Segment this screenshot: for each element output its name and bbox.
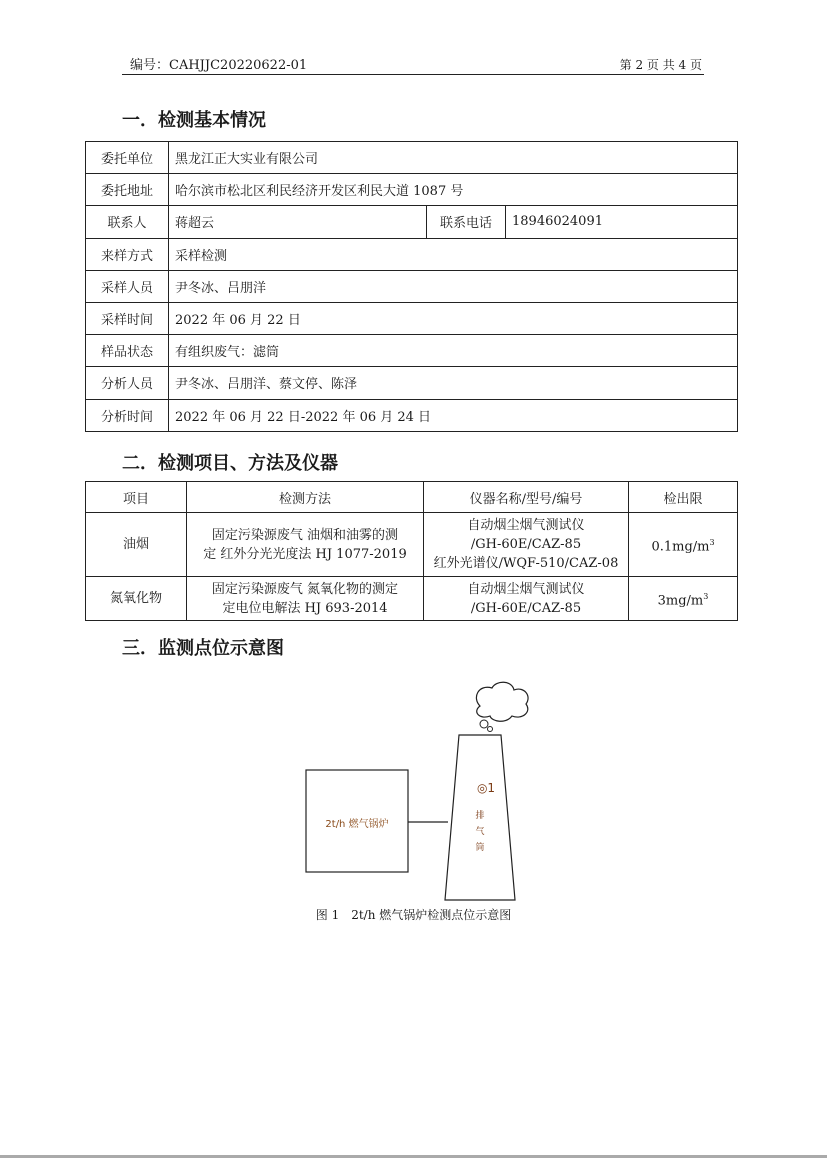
address-value: 哈尔滨市松北区利民经济开发区利民大道 1087 号	[169, 174, 738, 206]
methods-table	[85, 481, 738, 621]
page-bottom-edge	[0, 1155, 827, 1158]
figure-caption: 图 1 2t/h 燃气锅炉检测点位示意图	[315, 908, 512, 922]
analysts-label: 分析人员	[86, 367, 169, 399]
smoke-puff-icon	[480, 720, 488, 728]
section-title-basic-info: 一．检测基本情况	[122, 110, 266, 131]
page-header	[122, 50, 704, 75]
table-row	[86, 513, 738, 577]
address-label: 委托地址	[86, 174, 169, 206]
samplers-value: 尹冬冰、吕朋洋	[169, 270, 738, 302]
method-line: 定电位电解法 HJ 693-2014	[222, 600, 388, 616]
client-label: 委托单位	[86, 142, 169, 174]
table-row	[86, 302, 738, 334]
analysis-time-value: 2022 年 06 月 22 日-2022 年 06 月 24 日	[169, 399, 738, 431]
instrument-cell	[424, 513, 629, 577]
phone-label: 联系电话	[427, 206, 506, 238]
contact-label: 联系人	[86, 206, 169, 238]
method-line: 固定污染源废气 氮氧化物的测定	[211, 581, 399, 597]
monitoring-point-diagram	[300, 678, 530, 903]
header-method: 检测方法	[187, 482, 424, 513]
sampling-time-value: 2022 年 06 月 22 日	[169, 302, 738, 334]
limit-superscript: 3	[709, 537, 715, 547]
header-instrument: 仪器名称/型号/编号	[424, 482, 629, 513]
sampling-method-label: 来样方式	[86, 238, 169, 270]
sampling-method-value: 采样检测	[169, 238, 738, 270]
table-row	[86, 238, 738, 270]
contact-value: 蒋超云	[169, 206, 427, 238]
client-value: 黑龙江正大实业有限公司	[169, 142, 738, 174]
table-row	[86, 142, 738, 174]
monitoring-point-label: ◎1	[476, 781, 496, 795]
sample-state-value: 有组织废气：滤筒	[169, 335, 738, 367]
table-row	[86, 335, 738, 367]
section-title-methods: 二．检测项目、方法及仪器	[122, 453, 338, 474]
limit-cell	[629, 577, 738, 621]
smoke-puff-icon	[488, 727, 493, 732]
table-row	[86, 270, 738, 302]
analysis-time-label: 分析时间	[86, 399, 169, 431]
report-code: 编号：CAHJJC20220622-01	[130, 58, 308, 73]
samplers-label: 采样人员	[86, 270, 169, 302]
limit-superscript: 3	[703, 591, 709, 601]
limit-value: 0.1mg/m	[651, 539, 710, 555]
phone-value: 18946024091	[506, 206, 738, 238]
limit-value: 3mg/m	[657, 593, 704, 609]
item-cell: 油烟	[86, 513, 187, 577]
smoke-cloud-icon	[476, 682, 528, 721]
analysts-value: 尹冬冰、吕朋洋、蔡文停、陈泽	[169, 367, 738, 399]
method-line: 固定污染源废气 油烟和油雾的测	[211, 527, 399, 543]
item-cell: 氮氧化物	[86, 577, 187, 621]
sample-state-label: 样品状态	[86, 335, 169, 367]
header-limit: 检出限	[629, 482, 738, 513]
stack-label-char: 排	[475, 811, 485, 821]
sampling-time-label: 采样时间	[86, 302, 169, 334]
table-header-row	[86, 482, 738, 513]
method-line: 定 红外分光光度法 HJ 1077-2019	[203, 546, 407, 562]
section-title-diagram: 三．监测点位示意图	[122, 638, 284, 659]
table-row	[86, 174, 738, 206]
limit-cell	[629, 513, 738, 577]
table-row	[86, 577, 738, 621]
instrument-line: 自动烟尘烟气测试仪	[467, 518, 585, 533]
method-cell	[187, 513, 424, 577]
table-row	[86, 206, 738, 238]
table-row	[86, 367, 738, 399]
instrument-line: /GH-60E/CAZ-85	[470, 537, 582, 552]
instrument-line: 红外光谱仪/WQF-510/CAZ-08	[433, 556, 619, 571]
instrument-cell	[424, 577, 629, 621]
boiler-label: 2t/h 燃气锅炉	[325, 819, 389, 830]
instrument-line: 自动烟尘烟气测试仪	[467, 581, 585, 597]
instrument-line: /GH-60E/CAZ-85	[470, 600, 582, 616]
stack-label-char: 筒	[475, 843, 485, 853]
header-item: 项目	[86, 482, 187, 513]
table-row	[86, 399, 738, 431]
stack-label-char: 气	[475, 827, 485, 837]
page-number: 第 2 页 共 4 页	[619, 58, 702, 72]
method-cell	[187, 577, 424, 621]
basic-info-table	[85, 141, 738, 432]
